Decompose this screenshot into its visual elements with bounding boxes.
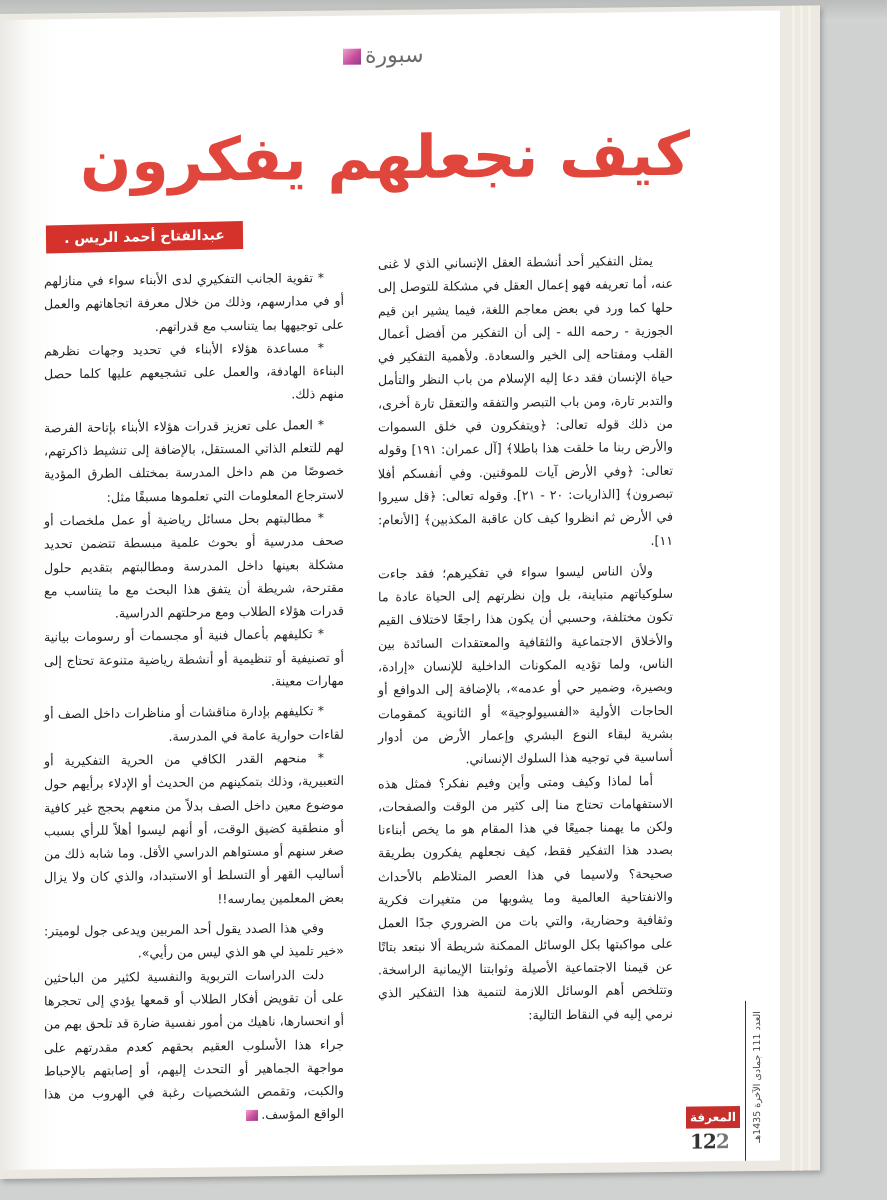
bullet-point: * مساعدة هؤلاء الأبناء في تحديد وجهات نظرهم البناءة الهادفة، والعمل على تشجيعهم عليها كلما حصل منهم ذلك. [44,339,344,402]
issue-info: العدد 111 جمادى الآخرة 1435هـ [752,1010,763,1143]
magazine-logo: المعرفة [686,1106,740,1129]
page-number [690,1129,729,1153]
author-byline: عبدالفتاح أحمد الريس . تبوك [46,221,243,253]
article-title: كيف نجعلهم يفكرون [80,119,690,198]
section-name: سبورة [365,42,424,69]
page-number-last-digit: 2 [715,1129,729,1154]
bullet-point: * منحهم القدر الكافي من الحرية التفكيرية أو التعبيرية، وذلك بتمكينهم من الحديث أو الإدلاء برأيهم حول موضوع معين داخل الصف بدلاً من منعهم بحجج غير كافية أو منطقية كضيق الوقت، أو أنهم ليسوا أهلاً للرأي بسبب صغر سنهم أو مستواهم الدراسي الأقل. وما شابه ذلك من أساليب القهر أو التسلط أو الاستبداد، والذي كان ولا يزال بعض المعلمين يمارسه!! [44,749,344,907]
paragraph: ولأن الناس ليسوا سواء في تفكيرهم؛ فقد جاءت سلوكياتهم متباينة، بل وإن نظرتهم إلى الحياة عادة ما تكون مختلفة، وحسبي أن يكون هذا راجعًا لاختلاف القيم والأخلاق الاجتماعية والثقافية والمعتقدات السائدة بين الناس، ولما تؤديه المكونات الداخلية للإنسان «إرادة، وبصيرة، وضمير حي أو عدمه»، بالإضافة إلى الدوافع أو الحاجات الأولية «الفسيولوجية» أو الثانوية كمقومات بشرية لبقاء النوع البشري وإعمار الأرض من أدوار أساسية في توجيه هذا السلوك الإنساني. [378,562,673,767]
footer-divider [745,1001,746,1161]
bullet-point: * العمل على تعزيز قدرات هؤلاء الأبناء بإتاحة الفرصة لهم للتعلم الذاتي المستقل، بالإضافة إلى تنشيط ذاكرتهم، خصوصًا من هم داخل المدرسة بمختلف الطرق المؤدية لاسترجاع المعلومات التي تعلموها مسبقًا مثل: [44,416,344,505]
paragraph [44,962,344,1129]
page-edge-line [800,6,803,1171]
magazine-page [0,10,780,1170]
closing-paragraph-text: دلت الدراسات التربوية والنفسية لكثير من الباحثين على أن تقويض أفكار الطلاب أو قمعها يؤدي إلى تحجرها أو انحسارها، ناهيك من أمور نفسية ضارة قد تلحق بهم من جراء هذا الأسلوب العقيم بحقهم كعدم مقدرتهم على مواجهة الجماهير أو التحدث إليهم، أو إصابتهم بالإحباط والكبت، وتقمص الشخصيات رغبة في الهروب من هذا الواقع المؤسف. [44,966,344,1123]
quote-paragraph: وفي هذا الصدد يقول أحد المربين ويدعى جول لوميتر: «خير تلميذ لي هو الذي ليس من رأيي». [44,920,344,961]
paragraph: يمثل التفكير أحد أنشطة العقل الإنساني الذي لا غنى عنه، أما تعريفه فهو إعمال العقل في مشكلة للتوصل إلى حلها كما ورد في بعض معاجم اللغة، فيما يشير ابن قيم الجوزية - رحمه الله - إلى أن التفكير من أفضل أعمال القلب ومفتاحه إلى الخير والسعادة. ولأهمية التفكير في حياة الإنسان فقد دعا إليه الإسلام من باب النظر والتأمل والتدبر تارة، ومن باب التبصر والتفقه والتعقل تارة أخرى، من ذلك قوله تعالى: ﴿ويتفكرون في خلق السموات والأرض ربنا ما خلقت هذا باطلا﴾ [آل عمران: ١٩١] وقوله تعالى: ﴿وفي الأرض آيات للموقنين. وفي أنفسكم أفلا تبصرون﴾ [الذاريات: ٢٠ - ٢١]. وقوله تعالى: ﴿قل سيروا في الأرض ثم انظروا كيف كان عاقبة المكذبين﴾ [الأنعام: ١١]. [378,253,673,548]
bullet-point: * مطالبتهم بحل مسائل رياضية أو عمل ملخصات أو صحف مدرسية أو بحوث علمية مبسطة تتضمن تحديد مشكلة بعينها داخل المدرسة ومطالبتهم بتقديم حلول مقترحة، شريطة أن يتفق هذا البحث مع ما يتناسب مع قدرات هؤلاء الطلاب ومع مرحلتهم الدراسية. [44,510,344,621]
bullet-point: * تكليفهم بإدارة مناقشات أو مناظرات داخل الصف أو لقاءات حوارية عامة في المدرسة. [44,703,344,744]
bullet-point: * تكليفهم بأعمال فنية أو مجسمات أو رسومات بيانية أو تصنيفية أو تنظيمية أو أنشطة رياضية متنوعة تحتاج إلى مهارات معينة. [44,626,344,689]
section-label [343,43,424,69]
article-column-right [378,249,673,1028]
pink-square-end-icon [246,1110,258,1121]
paragraph: أما لماذا وكيف ومتى وأين وفيم نفكر؟ فمثل هذه الاستفهامات تحتاج منا إلى كثير من الوقت والصفحات، ولكن ما يهمنا جميعًا في هذا المقام هو ما يخص أبناءنا بصدد هذا التفكير فقط، كيف نجعلهم يفكرون بطريقة صحيحة؟ ولاسيما في هذا العصر المتلاطم بالأحداث والانفتاحية العالمية وما يشوبها من متغيرات فكرية وثقافية وحضارية، والتي بات من الضروري جدًا العمل على مواكبتها بكل الوسائل الممكنة شريطة ألا نبتعد بتاتًا عن قيمنا الاجتماعية الأصيلة وثوابتنا الإيمانية الراسخة. وتتلخص أهم الوسائل اللازمة لتنمية هذا التفكير الذي نرمي إليه في النقاط التالية: [378,772,673,1023]
pink-square-icon [343,48,361,64]
article-column-left [44,266,344,1129]
bullet-point: * تقوية الجانب التفكيري لدى الأبناء سواء في منازلهم أو في مدارسهم، وذلك من خلال معرفة اتجاهاتهم والعمل على توجيهها بما يتناسب مع قدراتهم. [44,270,344,334]
page-edge-line [808,6,811,1171]
page-number-digits: 12 [690,1129,716,1154]
page-edge-line [792,6,795,1171]
